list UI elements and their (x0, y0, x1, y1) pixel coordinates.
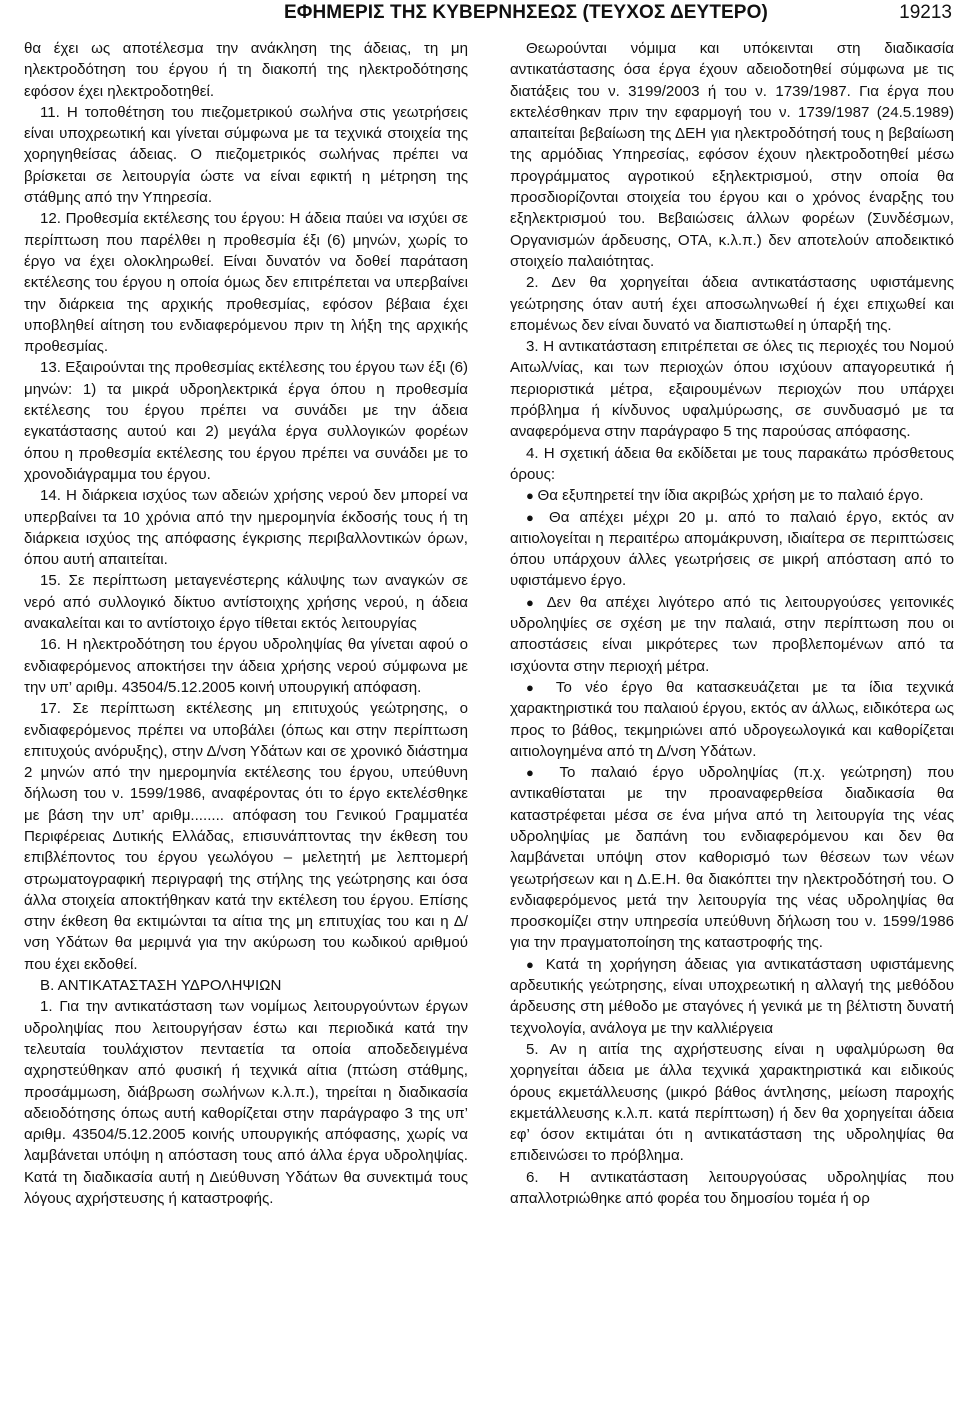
page-header (24, 0, 954, 28)
paragraph-11: 11. Η τοποθέτηση του πιεζομετρικού σωλήνα στις γεωτρήσεις είναι υποχρεωτική και γίνεται σύμφωνα με τα τεχνικά στοιχεία της χορηγηθείσας άδειας. Ο πιεζομετρικός σωλήνας πρέπει να βρίσκεται σε λειτουργία ώστε να είναι εφικτή η μέτρηση της στάθμης από την Υπηρεσία. (24, 103, 468, 207)
paragraph-13: 13. Εξαιρούνται της προθεσμίας εκτέλεσης του έργου των έξι (6) μηνών: 1) τα μικρά υδροηλεκτρικά έργα όπου η προθεσμία εκτέλεσης του έργου πρέπει να συνάδει με την άδεια εγκατάστασης αυτού και 2) μεγάλα έργα συλλογικών φορέων όπου η προθεσμία εκτέλεσης του έργου πρέπει να συνάδει με το χρονοδιάγραμμα του έργου. (24, 359, 468, 483)
paragraph-b6: 6. Η αντικατάσταση λειτουργούσας υδροληψίας που απαλλοτριώθηκε από φορέα του δημοσίου τομέα ή ορ (510, 1168, 954, 1208)
paragraph-15: 15. Σε περίπτωση μεταγενέστερης κάλυψης των αναγκών σε νερό από συλλογικό δίκτυο αντίστοιχης χρήσης νερού, η άδεια ανακαλείται και το αντίστοιχο έργο τίθεται εκτός λειτουργίας (24, 572, 468, 633)
paragraph-b4: 4. Η σχετική άδεια θα εκδίδεται με τους παρακάτω πρόσθετους όρους: (510, 444, 954, 483)
section-heading: Β. ΑΝΤΙΚΑΤΑΣΤΑΣΗ ΥΔΡΟΛΗΨΙΩΝ (40, 977, 282, 995)
bullet-item: ● Θα εξυπηρετεί την ίδια ακριβώς χρήση με το παλαιό έργο. (510, 485, 954, 506)
paragraph: θα έχει ως αποτέλεσμα την ανάκληση της άδειας, τη μη ηλεκτροδότηση του έργου ή τη διακοπή της ηλεκτροδότησης εφόσον έχει ηλεκτροδοτηθεί. (24, 40, 468, 100)
paragraph-b1: 1. Για την αντικατάσταση των νομίμως λειτουργούντων έργων υδροληψίας που λειτουργήσαν έστω και περιοδικά κατά την τελευταία τουλάχιστον πενταετία τα οποία αποδεδειγμένα αχρηστεύθηκαν από φυσική ή τεχνικά αίτια (πτώση στάθμης, προσάμμωση, διάβρωση σωλήνων κ.λ.π.), τηρείται η διαδικασία αδειοδότησης όπως αυτή καθορίζεται στην παράγραφο 3 της υπ’ αριθμ. 43504/5.12.2005 κοινής υπουργικής απόφασης, χωρίς να λαμβάνεται υπόψη η απόσταση τους από άλλα έργα υδροληψίας. Κατά τη διαδικασία αυτή η Διεύθυνση Υδάτων θα συνεκτιμά τους λόγους αχρήστευσης ή καταστροφής. (24, 998, 468, 1208)
page-number: 19213 (899, 2, 952, 23)
paragraph-b3: 3. Η αντικατάσταση επιτρέπεται σε όλες τις περιοχές του Νομού Αιτωλ/νίας, και των περιοχών όπου ισχύουν απαγορευτικά ή περιοριστικά μέτρα, εξαιρουμένων περιοχών που υπάρχει πρόβλημα ή κίνδυνος υφαλμύρωσης, σε συνδυασμό με τα αναφερόμενα στην παράγραφο 5 της παρούσας απόφασης. (510, 338, 954, 441)
bullet-item: ● Θα απέχει μέχρι 20 μ. από το παλαιό έργο, εκτός αν αιτιολογείται η περαιτέρω απομάκρυνση, ιδιαίτερα σε περιπτώσεις όπου υπάρχουν άλλες γεωτρήσεις σε μικρή απόσταση από το υφιστάμενο έργο. (510, 507, 954, 592)
paragraph-17: 17. Σε περίπτωση εκτέλεσης μη επιτυχούς γεώτρησης, ο ενδιαφερόμενος πρέπει να υποβάλει (όπως και στην περίπτωση επιτυχούς ανόρυξης), στην Δ/νση Υδάτων και σε χρονικό διάστημα 2 μηνών από την ημερομηνία εκτέλεσης του έργου, υπεύθυνη δήλωση του ν. 1599/1986, αναφέροντας ότι το έργο εκτελέσθηκε με βάση την υπ’ αριθμ........ απόφαση του Γενικού Γραμματέα Περιφέρειας Δυτικής Ελλάδας, επισυνάπτοντας την έκθεση του επιβλέποντος του έργου γεωλόγου – μελετητή με λεπτομερή στρωματογραφική περιγραφή της στήλης της γεώτρησης και όσα άλλα στοιχεία αποκτήθηκαν κατά την εκτέλεση του έργου. Επίσης στην έκθεση θα εκτιμώνται τα αίτια της μη επιτυχίας του και η Δ/νση Υδάτων θα μεριμνά για την ακύρωση του κωδικού αριθμού που έχει εκδοθεί. (24, 700, 468, 973)
paragraph: Θεωρούνται νόμιμα και υπόκεινται στη διαδικασία αντικατάστασης όσα έργα έχουν αδειοδοτηθεί σύμφωνα με τις διατάξεις του ν. 3199/2003 ή του ν. 1739/1987. Για έργα που εκτελέσθηκαν πριν την εφαρμογή του ν. 1739/1987 (24.5.1989) απαιτείται βεβαίωση της ΔΕΗ για ηλεκτροδότησή τους η βεβαίωση της αρμόδιας Υπηρεσίας, εφόσον έχουν ηλεκτροδοτηθεί μέσω προγράμματος αγροτικού εξηλεκτρισμού, στην οποία θα προσδιορίζονται στοιχεία του έργου και ο χρόνος έναρξης του εξηλεκτρισμού του. Βεβαιώσεις άλλων φορέων (Συνδέσμων, Οργανισμών άρδευσης, ΟΤΑ, κ.λ.π.) δεν αποτελούν αποδεικτικό στοιχείο παλαιότητας. (510, 40, 954, 270)
bullet-item: ● Το νέο έργο θα κατασκευάζεται με τα ίδια τεχνικά χαρακτηριστικά του παλαιού έργου, εκτός αν άλλως, ειδικότερα ως προς το βάθος, τεκμηριώνει από υδρογεωλογικά και καθορίζεται αιτιολογημένα από τη Δ/νση Υδάτων. (510, 677, 954, 762)
paragraph-14: 14. Η διάρκεια ισχύος των αδειών χρήσης νερού δεν μπορεί να υπερβαίνει τα 10 χρόνια από την ημερομηνία έκδοσής τους ή τη διάρκεια ισχύος της απόφασης έγκρισης περιβαλλοντικών όρων, όπου αυτή απαιτείται. (24, 487, 468, 569)
paragraph-16: 16. Η ηλεκτροδότηση του έργου υδροληψίας θα γίνεται αφού ο ενδιαφερόμενος αποκτήσει την άδεια χρήσης νερού σύμφωνα με την υπ’ αριθμ. 43504/5.12.2005 κοινή υπουργική απόφαση. (24, 636, 468, 696)
right-column (510, 38, 954, 1209)
paragraph-b2: 2. Δεν θα χορηγείται άδεια αντικατάστασης υφιστάμενης γεώτρησης όταν αυτή έχει αποσωληνωθεί ή έχει επιχωθεί και επομένως δεν είναι δυνατό να διαπιστωθεί η ύπαρξή της. (510, 274, 954, 334)
bullet-item: ● Δεν θα απέχει λιγότερο από τις λειτουργούσες γειτονικές υδροληψίες σε σχέση με την παλαιά, στην περίπτωση που οι αποστάσεις είναι μικρότερες των προβλεπομένων από τα ισχύοντα στην περιοχή μέτρα. (510, 592, 954, 677)
paragraph-12: 12. Προθεσμία εκτέλεσης του έργου: Η άδεια παύει να ισχύει σε περίπτωση που παρέλθει η προθεσμία έξι (6) μηνών, χωρίς το έργο να έχει ολοκληρωθεί. Είναι δυνατόν να δοθεί παράταση εκτέλεσης του έργου η οποία όμως δεν επιτρέπεται να υπερβαίνει την διάρκεια της αρχικής προθεσμίας, εφόσον βέβαια έχει υποβληθεί αίτηση του ενδιαφερόμενου πριν τη λήξη της αρχικής προθεσμίας. (24, 210, 468, 356)
bullet-item: ● Το παλαιό έργο υδροληψίας (π.χ. γεώτρηση) που αντικαθίσταται με την προαναφερθείσα διαδικασία θα καταστρέφεται μέσα σε ένα μήνα από τη λειτουργία της νέας υδροληψίας με δαπάνη του ενδιαφερόμενου και δεν θα λαμβάνεται υπόψη στον καθορισμό των θέσεων των νέων γεωτρήσεων και η Δ.Ε.Η. θα διακόπτει την ηλεκτροδότησή του. Ο ενδιαφερόμενος μετά την λειτουργία της νέας υδροληψίας θα προσκομίζει στην υπηρεσία υπεύθυνη δήλωση του ν. 1599/1986 για την πραγματοποίηση της καταστροφής της. (510, 762, 954, 954)
paragraph-b5: 5. Αν η αιτία της αχρήστευσης είναι η υφαλμύρωση θα χορηγείται άδεια με άλλα τεχνικά χαρακτηριστικά και ειδικούς όρους εκμετάλλευσης (μικρό βάθος άντλησης, μείωση παροχής εκμετάλλευσης κ.λ.π. κατά περίπτωση) ή δεν θα χορηγείται άδεια εφ’ όσον εκτιμάται ότι η αντικατάσταση της υδροληψίας θα επιδεινώσει το πρόβλημα. (510, 1040, 954, 1165)
gazette-title: ΕΦΗΜΕΡΙΣ ΤΗΣ ΚΥΒΕΡΝΗΣΕΩΣ (ΤΕΥΧΟΣ ΔΕΥΤΕΡΟ) (284, 2, 768, 23)
left-column (24, 38, 468, 1209)
bullet-item: ● Κατά τη χορήγηση άδειας για αντικατάσταση υφιστάμενης αρδευτικής γεώτρησης, είναι υποχρεωτική η αλλαγή της μεθόδου άρδευσης στη μέθοδο με σταγόνες ή γενικά με τη βέλτιστη δυνατή τεχνολογία, ανάλογα με την καλλιέργεια (510, 954, 954, 1039)
